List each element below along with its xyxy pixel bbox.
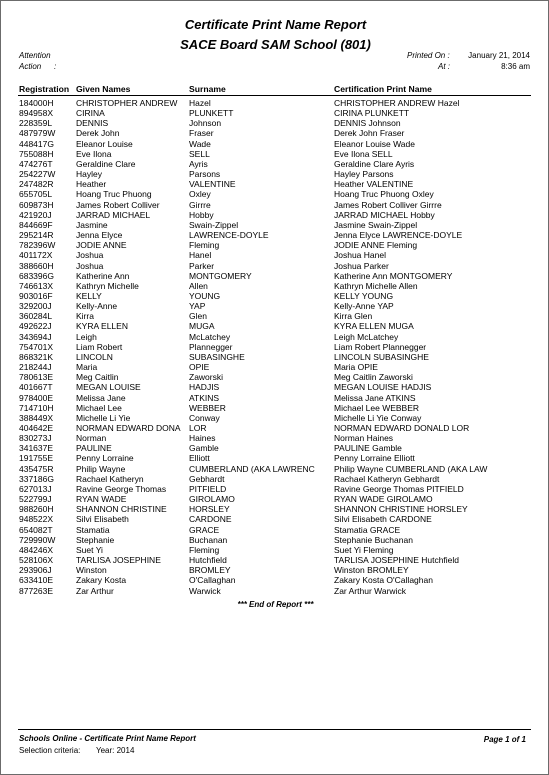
table-row [1,464,549,474]
table-row [1,210,549,220]
cell-print-name: Maria OPIE [334,362,378,373]
header-given-names: Given Names [76,84,131,94]
cell-registration: 341637E [19,443,54,454]
footer-rule [18,729,531,730]
header-certification-print-name: Certification Print Name [334,84,432,94]
cell-print-name: Zakary Kosta O'Callaghan [334,575,433,586]
cell-print-name: Joshua Parker [334,260,389,271]
cell-registration: 868321K [19,351,54,362]
cell-print-name: KELLY YOUNG [334,290,394,301]
table-row [1,189,549,199]
table-row [1,169,549,179]
table-row [1,382,549,392]
table-row [1,311,549,321]
cell-registration: 609873H [19,199,54,210]
cell-registration: 487979W [19,128,56,139]
cell-given-names: Hayley [76,169,102,180]
cell-print-name: Joshua Hanel [334,250,386,261]
table-row [1,575,549,585]
table-row [1,342,549,352]
cell-given-names: Norman [76,433,107,444]
cell-print-name: JARRAD MICHAEL Hobby [334,209,435,220]
cell-registration: 844669F [19,219,53,230]
cell-given-names: Liam Robert [76,341,123,352]
cell-surname: Glen [189,311,207,322]
cell-given-names: NORMAN EDWARD DONA [76,423,181,433]
cell-print-name: Rachael Katheryn Gebhardt [334,473,440,484]
cell-surname: Fleming [189,544,220,555]
cell-print-name: Zar Arthur Warwick [334,585,406,596]
action-label: Action [19,62,42,71]
cell-surname: Gebhardt [189,473,225,484]
cell-given-names: Hoang Truc Phuong [76,189,152,200]
table-row [1,98,549,108]
cell-given-names: CHRISTOPHER ANDREW [76,98,178,108]
cell-given-names: LINCOLN [76,351,113,362]
cell-print-name: Jenna Elyce LAWRENCE-DOYLE [334,230,463,241]
table-row [1,423,549,433]
cell-registration: 254227W [19,169,56,180]
cell-surname: CUMBERLAND (AKA LAWRENC [189,463,315,474]
cell-registration: 404642E [19,423,54,433]
cell-surname: Fleming [189,240,220,251]
cell-given-names: Katherine Ann [76,270,130,281]
cell-registration: 654082T [19,524,53,535]
cell-registration: 782396W [19,240,56,251]
cell-print-name: Norman Haines [334,433,394,444]
cell-surname: Ayris [189,158,208,169]
table-row [1,240,549,250]
cell-surname: Wade [189,138,211,149]
cell-given-names: JODIE ANNE [76,240,127,251]
cell-print-name: Stamatia GRACE [334,524,401,535]
cell-registration: 948522X [19,514,54,525]
cell-surname: BROMLEY [189,565,231,576]
cell-surname: Parsons [189,169,221,180]
cell-surname: Buchanan [189,534,228,545]
cell-given-names: Stamatia [76,524,110,535]
cell-registration: 754701X [19,341,54,352]
table-row [1,281,549,291]
cell-surname: PITFIELD [189,483,227,494]
cell-surname: HADJIS [189,382,220,393]
cell-print-name: Derek John Fraser [334,128,405,139]
table-row [1,291,549,301]
cell-surname: SELL [189,148,210,159]
cell-print-name: TARLISA JOSEPHINE Hutchfield [334,555,460,566]
header-rule [18,95,531,96]
cell-print-name: NORMAN EDWARD DONALD LOR [334,423,470,433]
table-row [1,545,549,555]
cell-print-name: Suet Yi Fleming [334,544,394,555]
table-row [1,301,549,311]
cell-surname: WEBBER [189,402,226,413]
cell-surname: LOR [189,423,207,433]
table-row [1,433,549,443]
table-row [1,413,549,423]
cell-given-names: Derek John [76,128,120,139]
cell-registration: 293906J [19,565,52,576]
cell-print-name: LINCOLN SUBASINGHE [334,351,429,362]
cell-surname: Hobby [189,209,214,220]
cell-print-name: Ravine George Thomas PITFIELD [334,483,464,494]
cell-print-name: Kelly-Anne YAP [334,301,394,312]
header-surname: Surname [189,84,226,94]
cell-surname: Oxley [189,189,211,200]
cell-given-names: Suet Yi [76,544,103,555]
cell-print-name: Hoang Truc Phuong Oxley [334,189,434,200]
printed-on-label: Printed On : [407,51,450,60]
cell-surname: YOUNG [189,290,221,301]
cell-registration: 448417G [19,138,54,149]
cell-registration: 401667T [19,382,53,393]
cell-print-name: Kathryn Michelle Allen [334,280,418,291]
cell-registration: 627013J [19,483,52,494]
cell-surname: Conway [189,412,220,423]
cell-given-names: Ravine George Thomas [76,483,167,494]
cell-registration: 755088H [19,148,54,159]
cell-registration: 492622J [19,321,52,332]
cell-given-names: Leigh [76,331,97,342]
cell-registration: 714710H [19,402,54,413]
table-row [1,535,549,545]
cell-print-name: Hayley Parsons [334,169,394,180]
cell-given-names: Kirra [76,311,94,322]
cell-surname: Haines [189,433,216,444]
cell-surname: O'Callaghan [189,575,236,586]
cell-surname: Fraser [189,128,214,139]
cell-surname: GRACE [189,524,220,535]
cell-given-names: Melissa Jane [76,392,126,403]
cell-given-names: Zakary Kosta [76,575,127,586]
cell-registration: 729990W [19,534,56,545]
cell-given-names: Joshua [76,260,104,271]
cell-given-names: Jenna Elyce [76,230,123,241]
cell-print-name: DENNIS Johnson [334,118,401,129]
cell-print-name: Eve Ilona SELL [334,148,393,159]
cell-print-name: Michael Lee WEBBER [334,402,420,413]
cell-registration: 218244J [19,362,52,373]
cell-registration: 388449X [19,412,54,423]
cell-given-names: Heather [76,179,107,190]
table-row [1,332,549,342]
report-table-body [1,98,549,596]
cell-surname: Elliott [189,453,210,464]
cell-registration: 894958X [19,108,54,119]
table-row [1,453,549,463]
end-of-report: *** End of Report *** [237,600,314,609]
cell-registration: 401172X [19,250,53,261]
table-row [1,403,549,413]
cell-surname: Hanel [189,250,212,261]
cell-given-names: Kelly-Anne [76,301,118,312]
cell-print-name: Silvi Elisabeth CARDONE [334,514,432,525]
cell-surname: Johnson [189,118,222,129]
cell-print-name: Liam Robert Plannegger [334,341,427,352]
cell-given-names: DENNIS [76,118,109,129]
table-row [1,474,549,484]
table-row [1,443,549,453]
cell-registration: 421920J [19,209,52,220]
cell-surname: CARDONE [189,514,232,525]
table-row [1,139,549,149]
cell-surname: OPIE [189,362,210,373]
cell-surname: MONTGOMERY [189,270,252,281]
cell-print-name: CIRINA PLUNKETT [334,108,410,119]
cell-registration: 655705L [19,189,53,200]
cell-given-names: Jasmine [76,219,108,230]
cell-given-names: RYAN WADE [76,494,127,505]
table-row [1,250,549,260]
cell-given-names: Penny Lorraine [76,453,134,464]
table-row [1,149,549,159]
cell-registration: 184000H [19,98,54,108]
cell-registration: 522799J [19,494,52,505]
table-row [1,586,549,596]
cell-given-names: Silvi Elisabeth [76,514,129,525]
cell-registration: 683396G [19,270,54,281]
cell-registration: 191755E [19,453,54,464]
cell-given-names: KELLY [76,290,102,301]
cell-given-names: SHANNON CHRISTINE [76,504,167,515]
action-colon: : [54,62,57,71]
cell-registration: 633410E [19,575,54,586]
cell-print-name: Meg Caitlin Zaworski [334,372,413,383]
cell-registration: 474276T [19,158,53,169]
cell-print-name: Leigh McLatchey [334,331,399,342]
table-row [1,108,549,118]
cell-print-name: Melissa Jane ATKINS [334,392,416,403]
cell-surname: Hutchfield [189,555,227,566]
cell-surname: SUBASINGHE [189,351,245,362]
cell-given-names: Winston [76,565,107,576]
cell-registration: 295214R [19,230,54,241]
cell-surname: Gamble [189,443,219,454]
cell-given-names: James Robert Colliver [76,199,160,210]
cell-given-names: Maria [76,362,98,373]
cell-print-name: CHRISTOPHER ANDREW Hazel [334,98,460,108]
table-row [1,128,549,138]
cell-registration: 830273J [19,433,52,444]
cell-surname: VALENTINE [189,179,236,190]
cell-registration: 988260H [19,504,54,515]
cell-surname: Zaworski [189,372,224,383]
table-row [1,352,549,362]
table-row [1,261,549,271]
cell-registration: 247482R [19,179,54,190]
table-row [1,393,549,403]
cell-print-name: Geraldine Clare Ayris [334,158,415,169]
at-label: At : [438,62,451,71]
cell-given-names: Meg Caitlin [76,372,119,383]
cell-given-names: CIRINA [76,108,105,119]
cell-surname: Swain-Zippel [189,219,239,230]
cell-registration: 388660H [19,260,54,271]
attention-label: Attention [19,51,51,60]
cell-print-name: James Robert Colliver Girrre [334,199,442,210]
cell-given-names: PAULINE [76,443,112,454]
table-row [1,565,549,575]
table-row [1,362,549,372]
cell-given-names: JARRAD MICHAEL [76,209,151,220]
footer-criteria-label: Selection criteria: [19,746,81,755]
cell-print-name: Kirra Glen [334,311,373,322]
cell-surname: Hazel [189,98,211,108]
cell-print-name: Stephanie Buchanan [334,534,413,545]
table-row [1,200,549,210]
cell-surname: MUGA [189,321,215,332]
cell-given-names: Eve Ilona [76,148,112,159]
cell-registration: 337186G [19,473,54,484]
cell-registration: 343694J [19,331,52,342]
footer-page-number: Page 1 of 1 [483,735,526,744]
cell-registration: 528106X [19,555,54,566]
report-title: Certificate Print Name Report [184,17,367,32]
cell-surname: Parker [189,260,215,271]
footer-criteria-value: Year: 2014 [96,746,135,755]
table-row [1,220,549,230]
cell-print-name: SHANNON CHRISTINE HORSLEY [334,504,468,515]
cell-given-names: Kathryn Michelle [76,280,139,291]
printed-on-value: January 21, 2014 [468,51,530,60]
cell-registration: 978400E [19,392,54,403]
cell-print-name: JODIE ANNE Fleming [334,240,418,251]
cell-given-names: Michelle Li Yie [76,412,131,423]
cell-surname: Plannegger [189,341,233,352]
cell-given-names: Stephanie [76,534,115,545]
cell-given-names: TARLISA JOSEPHINE [76,555,161,566]
cell-print-name: Katherine Ann MONTGOMERY [334,270,453,281]
cell-surname: YAP [189,301,206,312]
cell-surname: Warwick [189,585,221,596]
table-row [1,159,549,169]
cell-print-name: Eleanor Louise Wade [334,138,415,149]
header-registration: Registration [19,84,70,94]
cell-print-name: Penny Lorraine Elliott [334,453,415,464]
cell-surname: HORSLEY [189,504,230,515]
school-name: SACE Board SAM School (801) [180,37,371,52]
cell-print-name: Jasmine Swain-Zippel [334,219,418,230]
cell-print-name: MEGAN LOUISE HADJIS [334,382,432,393]
table-row [1,525,549,535]
cell-given-names: MEGAN LOUISE [76,382,141,393]
cell-given-names: Joshua [76,250,104,261]
cell-surname: Girrre [189,199,211,210]
cell-registration: 435475R [19,463,54,474]
cell-given-names: Zar Arthur [76,585,114,596]
cell-registration: 780613E [19,372,54,383]
cell-surname: McLatchey [189,331,231,342]
table-row [1,271,549,281]
table-row [1,179,549,189]
cell-registration: 746613X [19,280,54,291]
cell-given-names: Philip Wayne [76,463,126,474]
table-row [1,230,549,240]
cell-print-name: Philip Wayne CUMBERLAND (AKA LAW [334,463,488,474]
cell-registration: 877263E [19,585,54,596]
cell-given-names: KYRA ELLEN [76,321,128,332]
cell-surname: GIROLAMO [189,494,235,505]
table-row [1,555,549,565]
cell-print-name: Winston BROMLEY [334,565,409,576]
cell-print-name: Heather VALENTINE [334,179,414,190]
table-row [1,514,549,524]
table-row [1,484,549,494]
cell-given-names: Michael Lee [76,402,122,413]
cell-registration: 228359L [19,118,53,129]
cell-given-names: Eleanor Louise [76,138,133,149]
cell-surname: ATKINS [189,392,220,403]
cell-registration: 484246X [19,544,54,555]
table-row [1,118,549,128]
cell-registration: 329200J [19,301,52,312]
cell-given-names: Rachael Katheryn [76,473,144,484]
footer-report-name: Schools Online - Certificate Print Name Report [19,734,196,743]
cell-surname: Allen [189,280,208,291]
cell-given-names: Geraldine Clare [76,158,136,169]
cell-registration: 360284L [19,311,53,322]
table-row [1,504,549,514]
table-row [1,372,549,382]
cell-print-name: KYRA ELLEN MUGA [334,321,414,332]
cell-print-name: PAULINE Gamble [334,443,402,454]
cell-registration: 903016F [19,290,53,301]
cell-surname: PLUNKETT [189,108,234,119]
cell-print-name: Michelle Li Yie Conway [334,412,422,423]
cell-print-name: RYAN WADE GIROLAMO [334,494,433,505]
table-row [1,321,549,331]
at-value: 8:36 am [501,62,530,71]
cell-surname: LAWRENCE-DOYLE [189,230,269,241]
table-row [1,494,549,504]
